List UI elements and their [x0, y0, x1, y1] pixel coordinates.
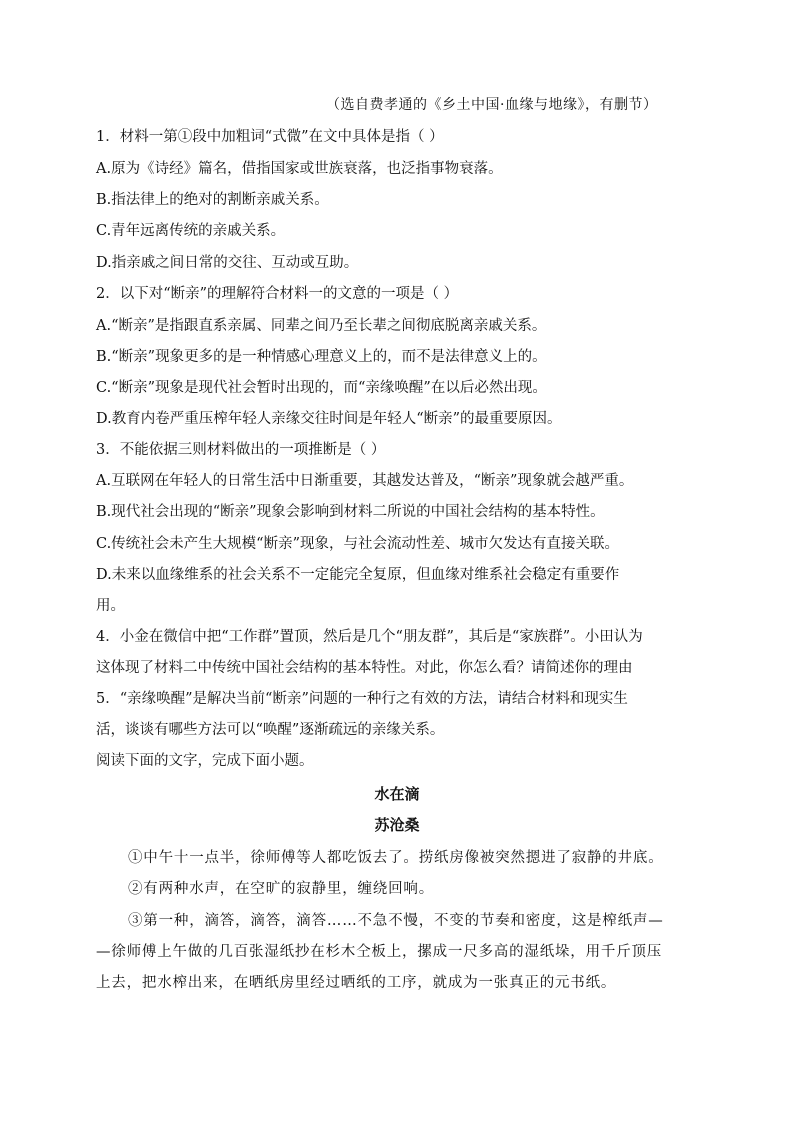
article-paragraph-2: ②有两种水声，在空旷的寂静里，缠绕回响。 — [128, 881, 434, 897]
question-2-stem: 2．以下对“断亲”的理解符合材料一的文意的一项是（ ） — [96, 286, 459, 302]
question-2-option-c: C.“断亲”现象是现代社会暂时出现的，而“亲缘唤醒”在以后必然出现。 — [96, 380, 547, 396]
question-5-stem-line-1: 5．“亲缘唤醒”是解决当前“断亲”问题的一种行之有效的方法，请结合材料和现实生 — [96, 691, 628, 707]
question-2-option-a: A.“断亲”是指跟直系亲属、同辈之间乃至长辈之间彻底脱离亲戚关系。 — [96, 318, 547, 334]
article-title: 水在滴 — [374, 785, 420, 803]
article-paragraph-1: ①中午十一点半，徐师傅等人都吃饭去了。捞纸房像被突然摁进了寂静的井底。 — [128, 850, 664, 866]
question-1-option-b: B.指法律上的绝对的割断亲戚关系。 — [96, 192, 329, 208]
question-3-option-a: A.互联网在年轻人的日常生活中日渐重要，其越发达普及，“断亲”现象就会越严重。 — [96, 473, 634, 489]
question-3-stem: 3．不能依据三则材料做出的一项推断是（ ） — [96, 442, 386, 458]
question-2-option-d: D.教育内卷严重压榨年轻人亲缘交往时间是年轻人“断亲”的最重要原因。 — [96, 411, 562, 427]
question-2-option-b: B.“断亲”现象更多的是一种情感心理意义上的，而不是法律意义上的。 — [96, 349, 547, 365]
question-4-stem-line-1: 4．小金在微信中把“工作群”置顶，然后是几个“朋友群”，其后是“家族群”。小田认为 — [96, 629, 643, 645]
reading-instruction: 阅读下面的文字，完成下面小题。 — [96, 753, 314, 769]
question-5-stem-line-2: 活，谈谈有哪些方法可以“唤醒”逐渐疏远的亲缘关系。 — [96, 722, 445, 738]
article-author: 苏沧桑 — [374, 816, 420, 834]
question-1-option-c: C.青年远离传统的亲戚关系。 — [96, 223, 286, 239]
question-1-option-d: D.指亲戚之间日常的交往、互动或互助。 — [96, 255, 359, 271]
question-1-stem: 1．材料一第①段中加粗词“式微”在文中具体是指（ ） — [96, 129, 444, 145]
question-3-option-c: C.传统社会未产生大规模“断亲”现象，与社会流动性差、城市欠发达有直接关联。 — [96, 536, 620, 552]
question-3-option-b: B.现代社会出现的“断亲”现象会影响到材料二所说的中国社会结构的基本特性。 — [96, 504, 605, 520]
article-paragraph-3-line-2: —徐师傅上午做的几百张湿纸抄在杉木仝板上，摞成一尺多高的湿纸垛，用千斤顶压 — [96, 944, 663, 960]
question-1-option-a: A.原为《诗经》篇名，借指国家或世族衰落，也泛指事物衰落。 — [96, 161, 503, 177]
question-3-option-d: D.未来以血缘维系的社会关系不一定能完全复原，但血缘对维系社会稳定有重要作 — [96, 567, 620, 583]
question-4-stem-line-2: 这体现了材料二中传统中国社会结构的基本特性。对此，你怎么看？请简述你的理由 — [96, 660, 633, 676]
article-paragraph-3-line-3: 上去，把水榨出来，在晒纸房里经过晒纸的工序，就成为一张真正的元书纸。 — [96, 975, 617, 991]
question-3-option-d-continued: 用。 — [96, 598, 125, 614]
source-note: （选自费孝通的《乡土中国·血缘与地缘》，有删节） — [326, 97, 658, 113]
article-paragraph-3-line-1: ③第一种，滴答，滴答，滴答……不急不慢，不变的节奏和密度，这是榨纸声— — [128, 913, 664, 929]
